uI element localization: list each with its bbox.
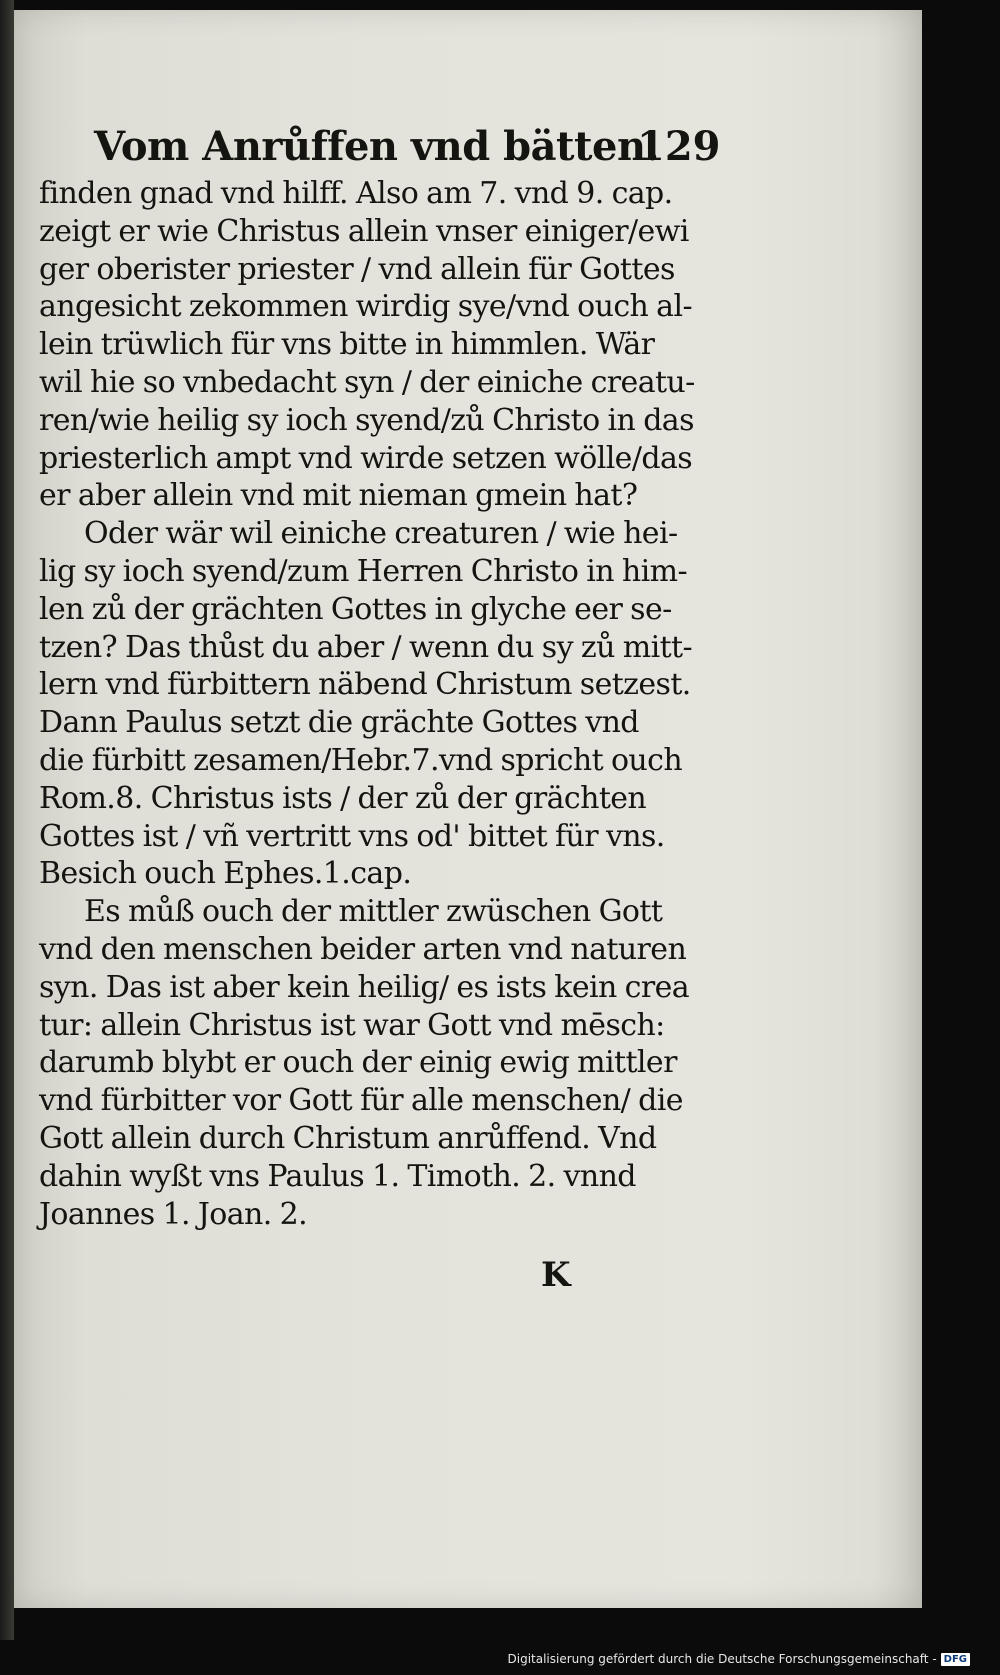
running-head <box>39 115 721 175</box>
page-shadow <box>872 10 922 1608</box>
page-number: 129 <box>637 123 721 170</box>
text-line: Rom.8. Christus ists / der zů der grächten <box>39 780 647 816</box>
text-line: priesterlich ampt vnd wirde setzen wölle/das <box>39 440 693 476</box>
text-line: syn. Das ist aber kein heilig/ es ists kein crea <box>39 969 690 1005</box>
dfg-logo-icon: DFG <box>941 1653 970 1666</box>
text-line: ren/wie heilig sy ioch syend/zů Christo in das <box>39 402 694 438</box>
paragraph-start-line: Oder wär wil einiche creaturen / wie hei- <box>84 516 678 552</box>
footer-credit-text: Digitalisierung gefördert durch die Deutsche Forschungsgemeinschaft - <box>507 1652 937 1666</box>
text-line: vnd den menschen beider arten vnd naturen <box>39 931 687 967</box>
text-line: Besich ouch Ephes.1.cap. <box>39 856 412 892</box>
footer-credit <box>508 1652 971 1666</box>
text-line: Dann Paulus setzt die grächte Gottes vnd <box>39 705 639 741</box>
signature-mark: K <box>541 1255 571 1295</box>
text-line: finden gnad vnd hilff. Also am 7. vnd 9. cap. <box>39 176 673 211</box>
book-edge <box>0 0 14 1640</box>
text-line: Gottes ist / vñ vertritt vns od' bittet für vns. <box>39 818 665 854</box>
text-line: tzen? Das thůst du aber / wenn du sy zů mitt- <box>39 629 693 665</box>
text-line: len zů der grächten Gottes in glyche eer se- <box>39 591 672 627</box>
page-text-block <box>39 115 721 1233</box>
text-line: lig sy ioch syend/zum Herren Christo in him- <box>39 553 687 589</box>
text-line: er aber allein vnd mit nieman gmein hat? <box>39 478 638 514</box>
text-line: ger oberister priester / vnd allein für Gottes <box>39 251 675 287</box>
text-line: lein trüwlich für vns bitte in himmlen. Wär <box>39 327 655 363</box>
paragraph-start-line: Es můß ouch der mittler zwüschen Gott <box>84 894 663 930</box>
book-page <box>14 10 922 1608</box>
text-line: lern vnd fürbittern näbend Christum setzest. <box>39 667 691 703</box>
running-title: Vom Anrůffen vnd bätten. <box>94 123 659 170</box>
text-line: vnd fürbitter vor Gott für alle menschen/ die <box>39 1083 683 1119</box>
text-line: tur: allein Christus ist war Gott vnd mēsch: <box>39 1007 665 1043</box>
text-line: wil hie so vnbedacht syn / der einiche creatu- <box>39 364 695 400</box>
text-line: angesicht zekommen wirdig sye/vnd ouch al- <box>39 289 693 325</box>
text-line: Joannes 1. Joan. 2. <box>39 1196 308 1232</box>
text-line: die fürbitt zesamen/Hebr.7.vnd spricht ouch <box>39 742 683 778</box>
text-line: Gott allein durch Christum anrůffend. Vnd <box>39 1120 657 1156</box>
text-line: darumb blybt er ouch der einig ewig mittler <box>39 1045 677 1081</box>
text-line: dahin wyßt vns Paulus 1. Timoth. 2. vnnd <box>39 1158 636 1194</box>
text-line: zeigt er wie Christus allein vnser einiger/ewi <box>39 213 689 249</box>
